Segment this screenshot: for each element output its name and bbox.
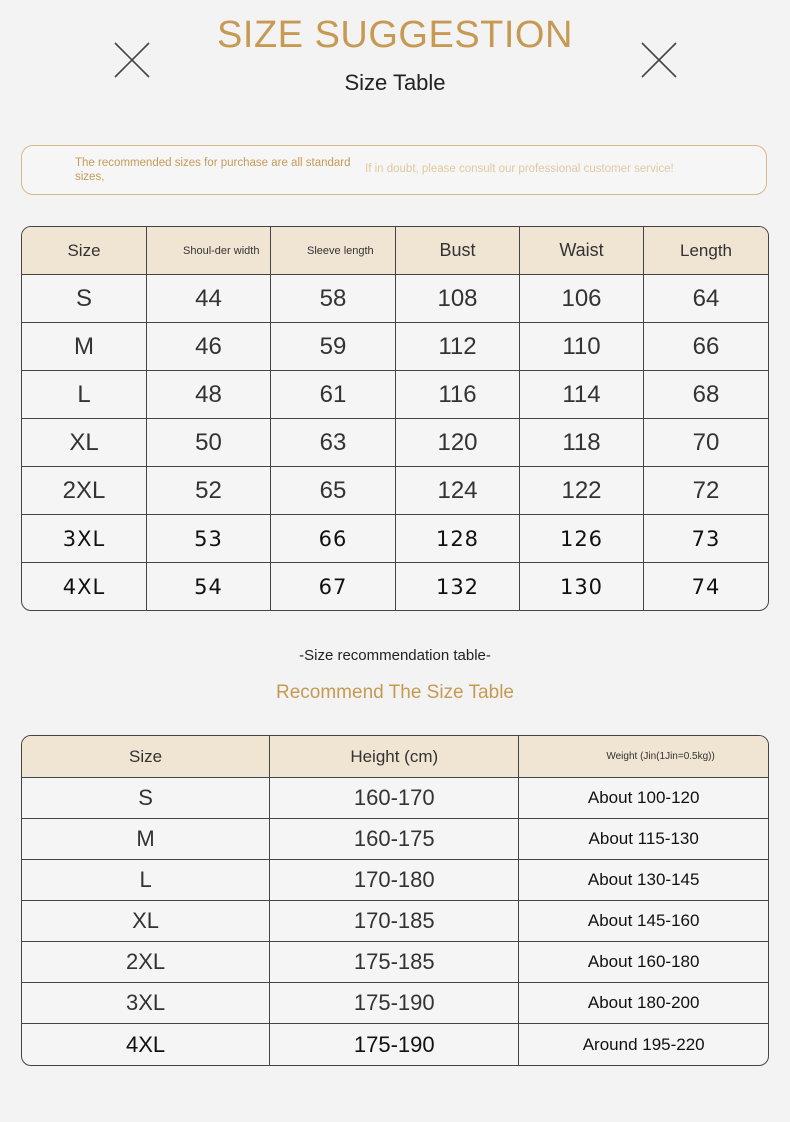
cell-weight: Around 195-220 bbox=[582, 1034, 705, 1054]
table-row bbox=[22, 860, 768, 901]
table-row bbox=[22, 1024, 768, 1065]
cell-shoulder: 53 bbox=[147, 515, 271, 563]
cell-size: 3XL bbox=[22, 983, 270, 1024]
cell-height: 170-180 bbox=[270, 860, 519, 901]
header-size: Size bbox=[22, 227, 147, 275]
recommend-table bbox=[21, 735, 769, 1066]
header-height: Height (cm) bbox=[270, 736, 519, 778]
cell-size: 4XL bbox=[22, 1024, 270, 1065]
header-weight: Weight (Jin(1Jin=0.5kg)) bbox=[519, 736, 768, 778]
table-row bbox=[22, 901, 768, 942]
table-row bbox=[22, 323, 768, 371]
cell-height: 170-185 bbox=[270, 901, 519, 942]
cell-bust: 132 bbox=[396, 563, 520, 610]
recommendation-caption: -Size recommendation table- bbox=[299, 647, 491, 664]
header-bust: Bust bbox=[396, 227, 520, 275]
table-row bbox=[22, 942, 768, 983]
header-length: Length bbox=[644, 227, 768, 275]
cell-length: 72 bbox=[644, 467, 768, 515]
header-shoulder-width: Shoul-der width bbox=[147, 227, 271, 275]
cell-size: 2XL bbox=[22, 942, 270, 983]
cell-length: 66 bbox=[644, 323, 768, 371]
table-row bbox=[22, 275, 768, 323]
cell-size: S bbox=[22, 275, 147, 323]
cell-length: 70 bbox=[644, 419, 768, 467]
page-title: SIZE SUGGESTION bbox=[217, 14, 573, 56]
table-row bbox=[22, 778, 768, 819]
cell-height: 175-190 bbox=[270, 983, 519, 1024]
cell-waist: 122 bbox=[520, 467, 644, 515]
cell-bust: 108 bbox=[396, 275, 520, 323]
cell-size: M bbox=[22, 819, 270, 860]
cell-sleeve: 61 bbox=[271, 371, 396, 419]
cell-bust: 120 bbox=[396, 419, 520, 467]
page-subtitle: Size Table bbox=[344, 70, 446, 95]
table-row bbox=[22, 371, 768, 419]
cell-waist: 126 bbox=[520, 515, 644, 563]
cell-bust: 128 bbox=[396, 515, 520, 563]
cell-size: L bbox=[22, 371, 147, 419]
cell-sleeve: 66 bbox=[271, 515, 396, 563]
cell-shoulder: 50 bbox=[147, 419, 271, 467]
cell-bust: 112 bbox=[396, 323, 520, 371]
cell-sleeve: 58 bbox=[271, 275, 396, 323]
cell-sleeve: 67 bbox=[271, 563, 396, 610]
table-row bbox=[22, 563, 768, 610]
cell-size: 2XL bbox=[22, 467, 147, 515]
cell-size: 3XL bbox=[22, 515, 147, 563]
cell-size: L bbox=[22, 860, 270, 901]
cell-sleeve: 65 bbox=[271, 467, 396, 515]
cell-weight: About 160-180 bbox=[519, 942, 768, 983]
recommend-title: Recommend The Size Table bbox=[276, 682, 514, 703]
cell-bust: 116 bbox=[396, 371, 520, 419]
cell-weight: About 145-160 bbox=[519, 901, 768, 942]
header-sleeve-length: Sleeve length bbox=[271, 227, 396, 275]
x-icon bbox=[640, 41, 678, 79]
cell-length: 74 bbox=[691, 574, 721, 599]
x-icon bbox=[113, 41, 151, 79]
cell-size: S bbox=[22, 778, 270, 819]
cell-length: 73 bbox=[644, 515, 768, 563]
cell-height: 160-170 bbox=[270, 778, 519, 819]
cell-height: 175-190 bbox=[270, 1024, 519, 1065]
header-waist: Waist bbox=[520, 227, 644, 275]
table-row bbox=[22, 983, 768, 1024]
cell-shoulder: 44 bbox=[147, 275, 271, 323]
table-row bbox=[22, 419, 768, 467]
cell-length: 68 bbox=[644, 371, 768, 419]
cell-shoulder: 48 bbox=[147, 371, 271, 419]
cell-waist: 114 bbox=[520, 371, 644, 419]
header-size: Size bbox=[22, 736, 270, 778]
table-row bbox=[22, 515, 768, 563]
size-table bbox=[21, 226, 769, 611]
table-row bbox=[22, 467, 768, 515]
cell-shoulder: 52 bbox=[147, 467, 271, 515]
notice-left-text: The recommended sizes for purchase are all standard sizes, bbox=[75, 157, 351, 183]
table-row bbox=[22, 819, 768, 860]
cell-sleeve: 59 bbox=[271, 323, 396, 371]
cell-length: 64 bbox=[644, 275, 768, 323]
cell-height: 175-185 bbox=[270, 942, 519, 983]
cell-size: M bbox=[22, 323, 147, 371]
cell-waist: 130 bbox=[520, 563, 644, 610]
cell-bust: 124 bbox=[396, 467, 520, 515]
cell-weight: About 130-145 bbox=[519, 860, 768, 901]
cell-size: XL bbox=[22, 901, 270, 942]
cell-shoulder: 54 bbox=[147, 563, 271, 610]
cell-sleeve: 63 bbox=[271, 419, 396, 467]
size-table-header-row bbox=[22, 227, 768, 275]
recommend-table-header-row bbox=[22, 736, 768, 778]
cell-shoulder: 46 bbox=[147, 323, 271, 371]
cell-size: 4XL bbox=[22, 563, 147, 610]
cell-waist: 110 bbox=[520, 323, 644, 371]
cell-weight: About 115-130 bbox=[519, 819, 768, 860]
notice-right-text: If in doubt, please consult our professional customer service! bbox=[365, 163, 674, 175]
cell-waist: 118 bbox=[520, 419, 644, 467]
cell-weight: About 180-200 bbox=[519, 983, 768, 1024]
cell-waist: 106 bbox=[520, 275, 644, 323]
cell-size: XL bbox=[22, 419, 147, 467]
cell-weight: About 100-120 bbox=[519, 778, 768, 819]
notice-box bbox=[21, 145, 767, 195]
cell-height: 160-175 bbox=[270, 819, 519, 860]
